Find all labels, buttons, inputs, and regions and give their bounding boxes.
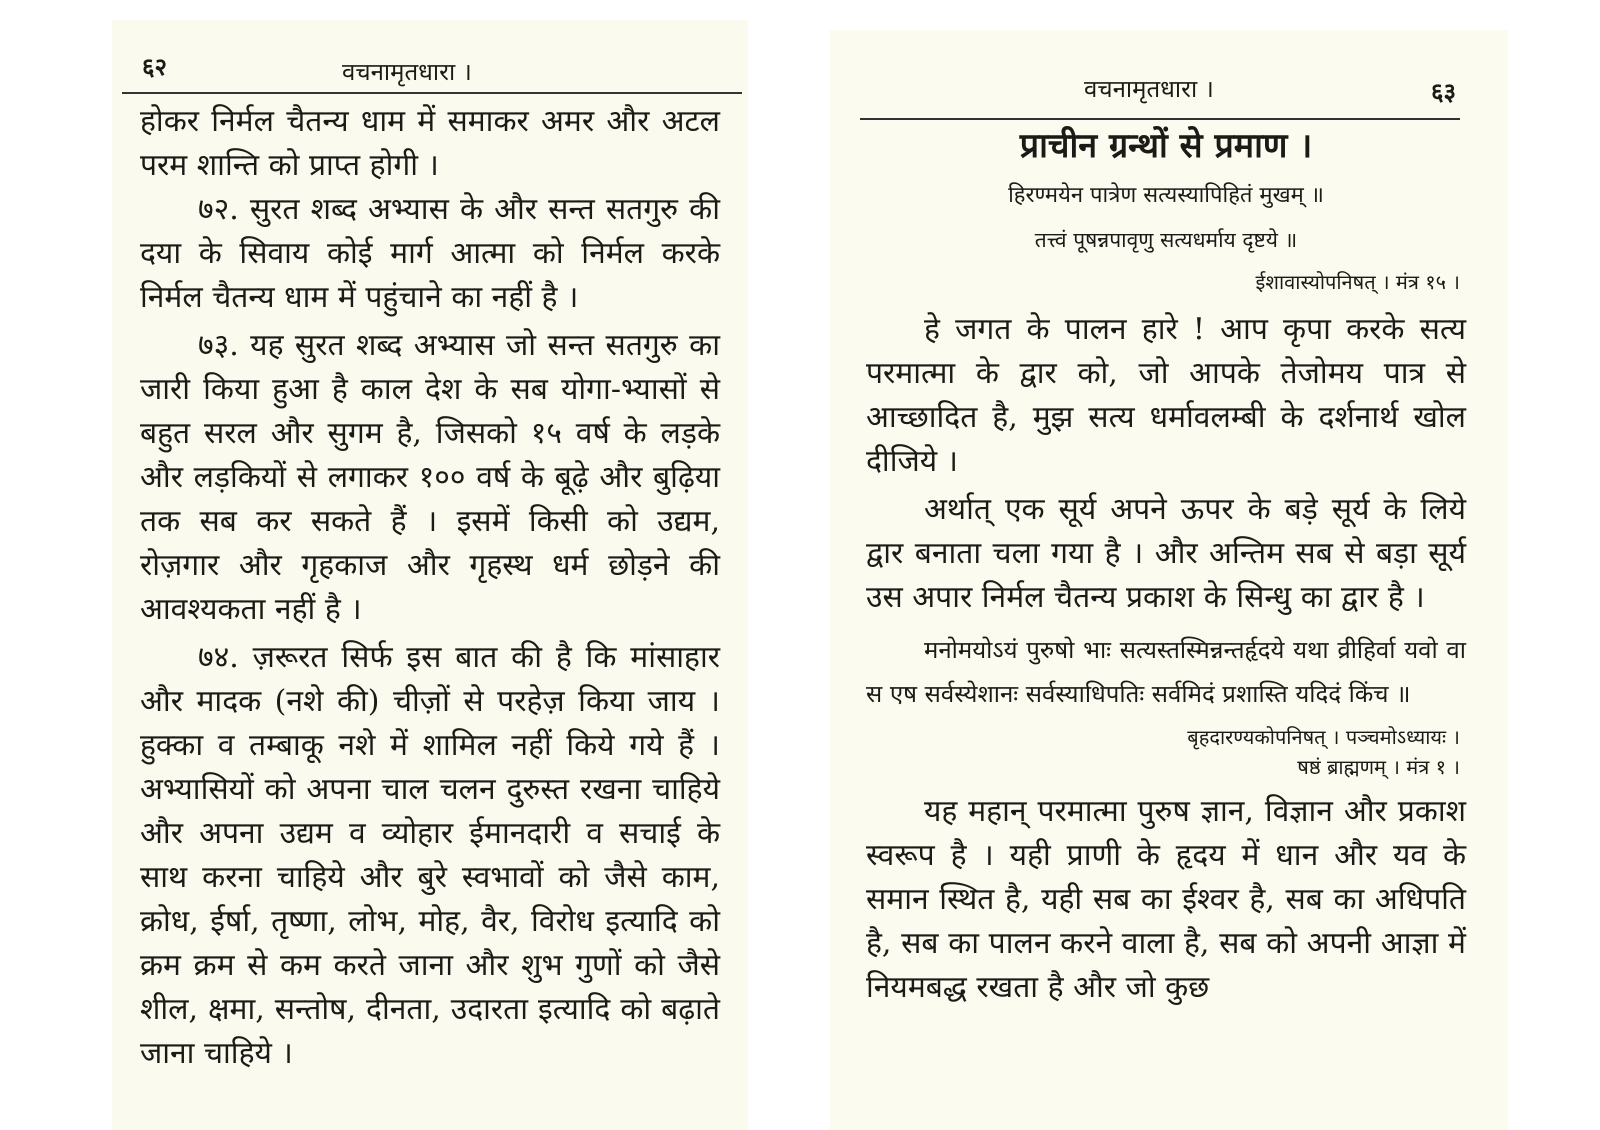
verse-source-1: ईशावास्योपनिषत् । मंत्र १५ । — [1255, 270, 1460, 294]
left-paragraph-continuation: होकर निर्मल चैतन्य धाम में समाकर अमर और अटल परम शान्ति को प्राप्त होगी । — [140, 104, 720, 183]
right-paragraph-2: अर्थात् एक सूर्य अपने ऊपर के बड़े सूर्य के लिये द्वार बनाता चला गया है । और अन्तिम सब से बड़ा सूर्य उस अपार निर्मल चैतन्य प्रकाश के सिन्धु का द्वार है । — [866, 492, 1466, 615]
left-running-title: वचनामृतधारा । — [342, 58, 472, 86]
verse-line-2: तत्त्वं पूषन्नपावृणु सत्यधर्माय दृष्टये ॥ — [1034, 228, 1298, 252]
right-page — [830, 30, 1508, 1130]
left-header-rule — [122, 92, 742, 94]
right-page-number: ६३ — [1431, 77, 1456, 106]
left-page-body — [140, 100, 720, 1076]
verse-source-2b: षष्ठं ब्राह्मणम् । मंत्र १ । — [1297, 755, 1460, 779]
verse-line-1: हिरण्मयेन पात्रेण सत्यस्यापिहितं मुखम् ॥ — [1008, 183, 1324, 208]
left-page — [112, 20, 748, 1130]
right-paragraph-3: यह महान् परमात्मा पुरुष ज्ञान, विज्ञान और प्रकाश स्वरूप है । यही प्राणी के हृदय में धान और यव के समान स्थित है, यही सब का ईश्वर है, सब का अधिपति है, सब का पालन करने वाला है, सब को अपनी आज्ञा में नियमबद्ध रखता है और जो कुछ — [866, 794, 1466, 1005]
left-page-header — [112, 20, 748, 98]
right-page-body — [866, 124, 1466, 1010]
left-paragraph-72: ७२. सुरत शब्द अभ्यास के और सन्त सतगुरु की दया के सिवाय कोई मार्ग आत्मा को निर्मल करके निर्मल चैतन्य धाम में पहुंचाने का नहीं है । — [140, 192, 720, 315]
section-heading: प्राचीन ग्रन्थों से प्रमाण । — [1019, 126, 1313, 166]
left-page-number: ६२ — [142, 52, 167, 81]
sanskrit-sloka: मनोमयोऽयं पुरुषो भाः सत्यस्तस्मिन्नन्तर्हृदये यथा व्रीहिर्वा यवो वा स एष सर्वस्येशानः सर्वस्याधिपतिः सर्वमिदं प्रशास्ति यदिदं किंच ॥ — [866, 636, 1466, 708]
right-page-header — [830, 30, 1508, 108]
right-paragraph-1: हे जगत के पालन हारे ! आप कृपा करके सत्य परमात्मा के द्वार को, जो आपके तेजोमय पात्र से आच्छादित है, मुझ सत्य धर्मावलम्बी के दर्शनार्थ खोल दीजिये । — [866, 312, 1466, 479]
left-paragraph-73: ७३. यह सुरत शब्द अभ्यास जो सन्त सतगुरु का जारी किया हुआ है काल देश के सब योगा-भ्यासों से बहुत सरल और सुगम है, जिसको १५ वर्ष के लड़के और लड़कियों से लगाकर १०० वर्ष के बूढ़े और बुढ़िया तक सब कर सकते हैं । इसमें किसी को उद्यम, रोज़गार और गृहकाज और गृहस्थ धर्म छोड़ने की आवश्यकता नहीं है । — [140, 328, 720, 627]
left-paragraph-74: ७४. ज़रूरत सिर्फ इस बात की है कि मांसाहार और मादक (नशे की) चीज़ों से परहेज़ किया जाय । हुक्का व तम्बाकू नशे में शामिल नहीं किये गये हैं । अभ्यासियों को अपना चाल चलन दुरुस्त रखना चाहिये और अपना उद्यम व व्योहार ईमानदारी व सचाई के साथ करना चाहिये और बुरे स्वभावों को जैसे काम, क्रोध, ईर्षा, तृष्णा, लोभ, मोह, वैर, विरोध इत्यादि को क्रम क्रम से कम करते जाना और शुभ गुणों को जैसे शील, क्षमा, सन्तोष, दीनता, उदारता इत्यादि को बढ़ाते जाना चाहिये । — [140, 640, 720, 1071]
right-header-rule — [860, 118, 1460, 120]
verse-source-2a: बृहदारण्यकोपनिषत् । पञ्चमोऽध्यायः । — [1187, 725, 1460, 749]
right-running-title: वचनामृतधारा । — [1084, 75, 1214, 103]
